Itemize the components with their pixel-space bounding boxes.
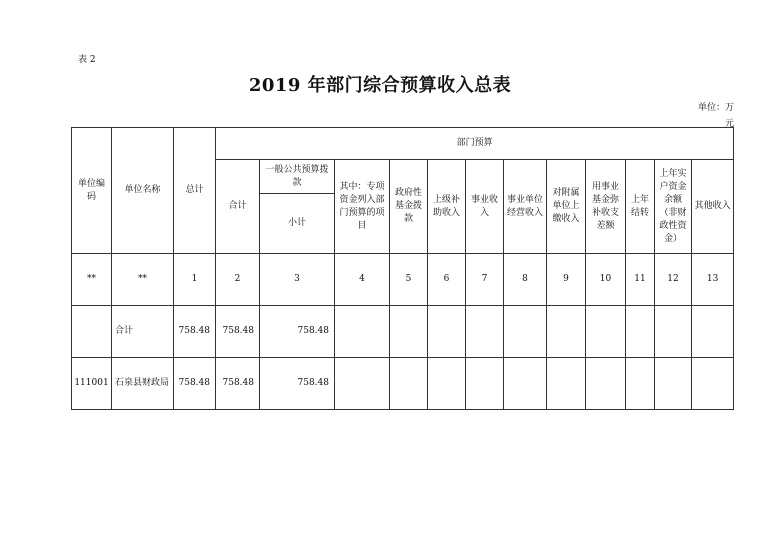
empty-cell [626, 306, 655, 358]
budget-income-table [71, 127, 734, 410]
unit-label: 单位：万元 [697, 103, 734, 129]
header-heji: 合计 [216, 160, 260, 254]
empty-cell [390, 306, 428, 358]
row-heji: 758.48 [216, 358, 260, 410]
header-prior-balance: 上年实户资金余额（非财政性资金） [655, 160, 692, 254]
empty-cell [692, 358, 734, 410]
empty-cell [655, 306, 692, 358]
header-gov-fund: 政府性基金拨款 [390, 160, 428, 254]
header-fund-makeup: 用事业基金弥补收支差额 [586, 160, 626, 254]
empty-cell [466, 306, 504, 358]
row-name: 石泉县财政局 [112, 358, 174, 410]
header-career-income: 事业收入 [466, 160, 504, 254]
empty-cell [335, 306, 390, 358]
index-cell: ** [112, 254, 174, 306]
page-title: 2019 年部门综合预算收入总表 [248, 75, 512, 96]
empty-cell [335, 358, 390, 410]
index-cell: 6 [428, 254, 466, 306]
empty-cell [428, 358, 466, 410]
index-cell: 3 [260, 254, 335, 306]
index-cell: 11 [626, 254, 655, 306]
index-cell: 5 [390, 254, 428, 306]
empty-cell [466, 358, 504, 410]
header-operation-income: 事业单位经营收入 [504, 160, 547, 254]
index-cell: 2 [216, 254, 260, 306]
row-total: 758.48 [174, 306, 216, 358]
header-special-funds: 其中：专项资金列入部门预算的项目 [335, 160, 390, 254]
empty-cell [692, 306, 734, 358]
table-row [72, 358, 734, 410]
table-number-label: 表 2 [78, 55, 96, 65]
header-other-income: 其他收入 [692, 160, 734, 254]
header-carry-over: 上年结转 [626, 160, 655, 254]
row-name: 合计 [112, 306, 174, 358]
row-total: 758.48 [174, 358, 216, 410]
empty-cell [547, 306, 586, 358]
header-upper-subsidy: 上级补助收入 [428, 160, 466, 254]
header-dept-budget: 部门预算 [216, 128, 734, 160]
empty-cell [655, 358, 692, 410]
index-cell: 8 [504, 254, 547, 306]
row-code [72, 306, 112, 358]
empty-cell [504, 306, 547, 358]
index-cell: 1 [174, 254, 216, 306]
empty-cell [390, 358, 428, 410]
row-code: 111001 [72, 358, 112, 410]
row-subtotal: 758.48 [260, 358, 335, 410]
empty-cell [504, 358, 547, 410]
header-total: 总计 [174, 128, 216, 254]
table-row-total [72, 306, 734, 358]
header-unit-code: 单位编码 [72, 128, 112, 254]
index-cell: ** [72, 254, 112, 306]
header-affiliated-income: 对附属单位上缴收入 [547, 160, 586, 254]
index-cell: 12 [655, 254, 692, 306]
empty-cell [428, 306, 466, 358]
index-cell: 4 [335, 254, 390, 306]
header-subtotal: 小计 [260, 194, 335, 254]
empty-cell [626, 358, 655, 410]
empty-cell [586, 306, 626, 358]
index-cell: 9 [547, 254, 586, 306]
index-cell: 7 [466, 254, 504, 306]
header-general-public: 一般公共预算拨款 [260, 160, 335, 194]
empty-cell [547, 358, 586, 410]
index-row [72, 254, 734, 306]
row-heji: 758.48 [216, 306, 260, 358]
empty-cell [586, 358, 626, 410]
row-subtotal: 758.48 [260, 306, 335, 358]
index-cell: 10 [586, 254, 626, 306]
index-cell: 13 [692, 254, 734, 306]
header-unit-name: 单位名称 [112, 128, 174, 254]
